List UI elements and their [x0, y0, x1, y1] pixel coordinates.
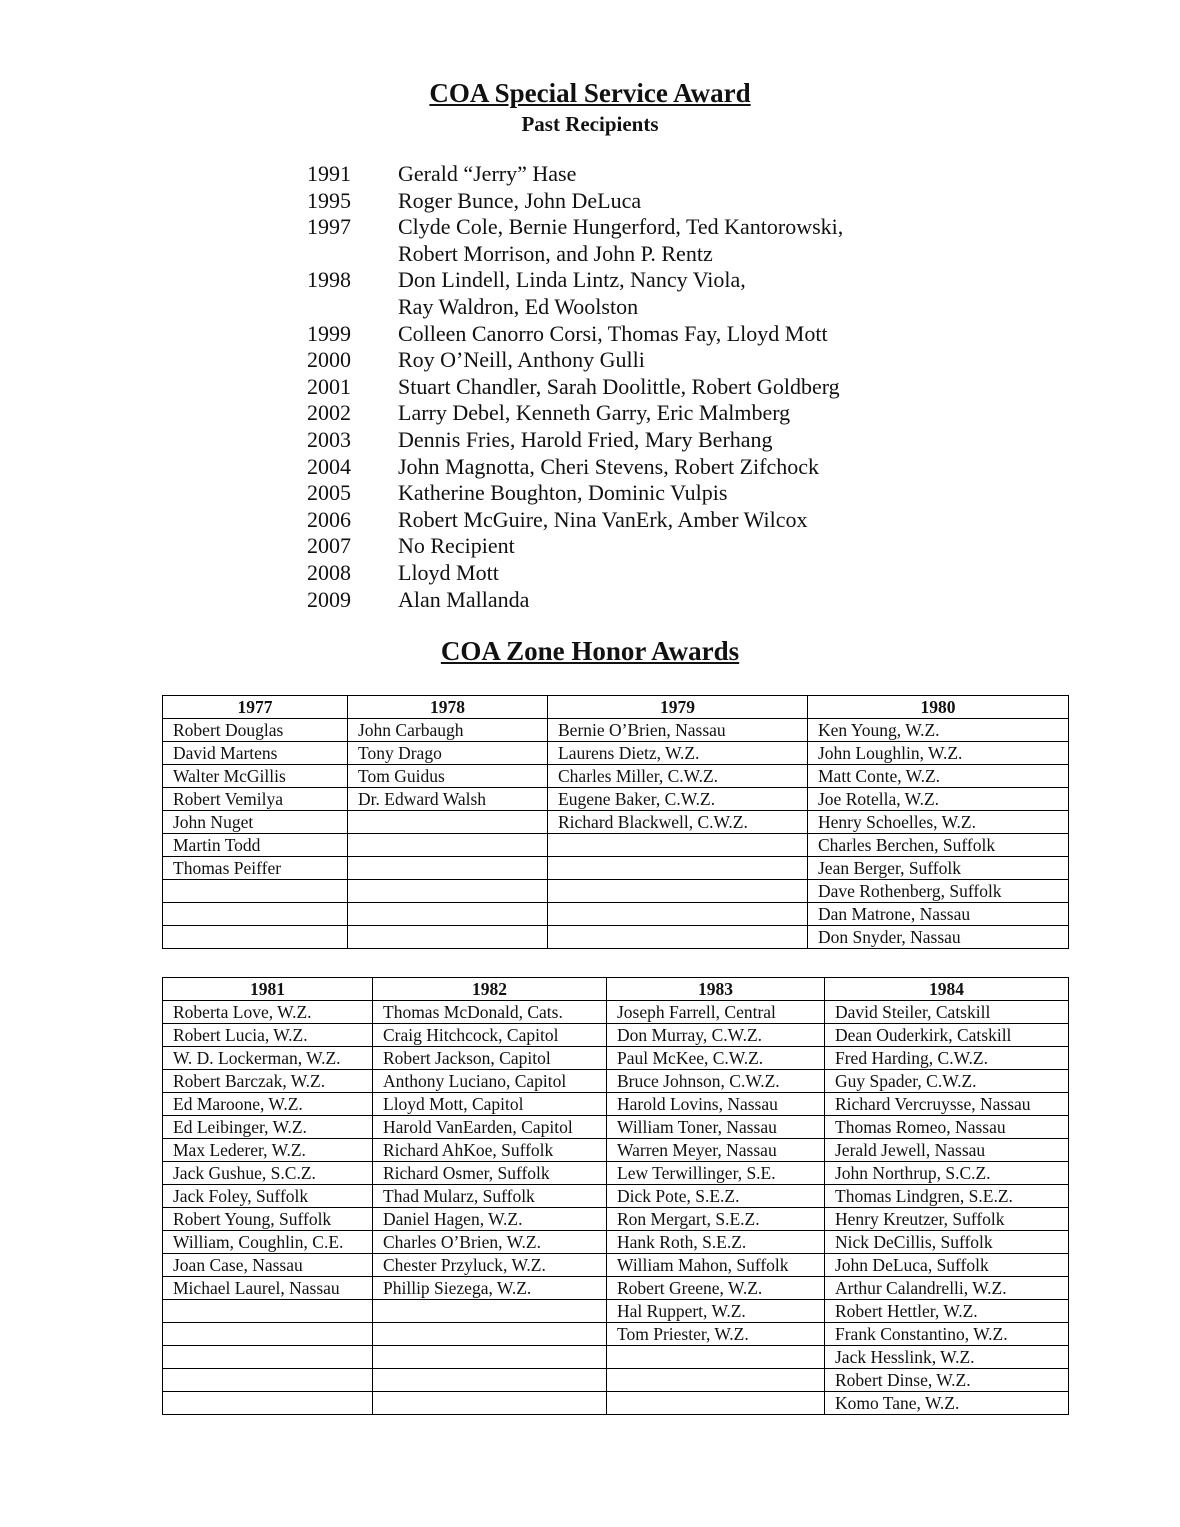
table-row — [163, 1185, 1069, 1208]
table-cell: Jerald Jewell, Nassau — [825, 1139, 1069, 1162]
table-cell: John Carbaugh — [348, 719, 548, 742]
table-cell — [607, 1346, 825, 1369]
table-cell: Dave Rothenberg, Suffolk — [808, 880, 1069, 903]
table-cell: Robert Barczak, W.Z. — [163, 1070, 373, 1093]
table-cell: Don Snyder, Nassau — [808, 926, 1069, 949]
table-cell: Lloyd Mott, Capitol — [373, 1093, 607, 1116]
table-cell — [348, 857, 548, 880]
recipient-year: 1998 — [307, 267, 351, 293]
table-row — [163, 1323, 1069, 1346]
table-header-row — [163, 696, 1069, 719]
table-cell: Robert Dinse, W.Z. — [825, 1369, 1069, 1392]
table-cell — [373, 1346, 607, 1369]
year-header: 1983 — [607, 978, 825, 1001]
table-row — [163, 1254, 1069, 1277]
table-row — [163, 1093, 1069, 1116]
recipient-year: 2009 — [307, 586, 351, 612]
recipient-names: Robert McGuire, Nina VanErk, Amber Wilcox — [398, 506, 808, 532]
table-row — [163, 1369, 1069, 1392]
recipient-year: 2005 — [307, 480, 351, 506]
table-cell: Thomas Romeo, Nassau — [825, 1116, 1069, 1139]
recipient-names: Dennis Fries, Harold Fried, Mary Berhang — [398, 426, 773, 452]
table-row — [163, 1116, 1069, 1139]
table-cell: Warren Meyer, Nassau — [607, 1139, 825, 1162]
table-cell: Tom Priester, W.Z. — [607, 1323, 825, 1346]
table-cell: Ron Mergart, S.E.Z. — [607, 1208, 825, 1231]
recipient-row — [307, 214, 843, 267]
table-row — [163, 788, 1069, 811]
table-cell — [163, 1346, 373, 1369]
table-cell: Joan Case, Nassau — [163, 1254, 373, 1277]
year-header: 1984 — [825, 978, 1069, 1001]
table-row — [163, 1024, 1069, 1047]
special-service-title: COA Special Service Award — [429, 78, 751, 108]
table-cell: Bruce Johnson, C.W.Z. — [607, 1070, 825, 1093]
table-row — [163, 857, 1069, 880]
recipient-row — [307, 347, 843, 374]
table-cell: David Martens — [163, 742, 348, 765]
table-cell — [348, 903, 548, 926]
table-cell — [548, 857, 808, 880]
recipient-row — [307, 400, 843, 427]
table-cell: Robert Douglas — [163, 719, 348, 742]
table-row — [163, 719, 1069, 742]
table-cell: Dr. Edward Walsh — [348, 788, 548, 811]
table-cell: Fred Harding, C.W.Z. — [825, 1047, 1069, 1070]
recipient-names: Ray Waldron, Ed Woolston — [398, 293, 639, 319]
table-cell: Harold VanEarden, Capitol — [373, 1116, 607, 1139]
table-row — [163, 1139, 1069, 1162]
table-cell: Dan Matrone, Nassau — [808, 903, 1069, 926]
recipient-names: Larry Debel, Kenneth Garry, Eric Malmberg — [398, 400, 791, 426]
recipient-names: Roger Bunce, John DeLuca — [398, 187, 642, 213]
table-cell — [348, 880, 548, 903]
table-cell: Jean Berger, Suffolk — [808, 857, 1069, 880]
table-cell: Robert Young, Suffolk — [163, 1208, 373, 1231]
year-header: 1980 — [808, 696, 1069, 719]
table-cell: Robert Hettler, W.Z. — [825, 1300, 1069, 1323]
table-row — [163, 1208, 1069, 1231]
table-row — [163, 1070, 1069, 1093]
recipients-list — [307, 161, 843, 613]
recipient-row — [307, 321, 843, 348]
table-cell: Robert Lucia, W.Z. — [163, 1024, 373, 1047]
recipient-year: 2006 — [307, 506, 351, 532]
table-cell: William Mahon, Suffolk — [607, 1254, 825, 1277]
table-cell: Paul McKee, C.W.Z. — [607, 1047, 825, 1070]
table-cell: Lew Terwillinger, S.E. — [607, 1162, 825, 1185]
table-row — [163, 1162, 1069, 1185]
table-cell: Thad Mularz, Suffolk — [373, 1185, 607, 1208]
recipient-row — [307, 374, 843, 401]
table-cell: Anthony Luciano, Capitol — [373, 1070, 607, 1093]
table-cell — [348, 811, 548, 834]
table-cell — [548, 834, 808, 857]
table-cell: Arthur Calandrelli, W.Z. — [825, 1277, 1069, 1300]
recipient-year: 1995 — [307, 187, 351, 213]
recipient-year: 2008 — [307, 559, 351, 585]
recipient-year: 2007 — [307, 533, 351, 559]
table-cell: Craig Hitchcock, Capitol — [373, 1024, 607, 1047]
table-cell: John Loughlin, W.Z. — [808, 742, 1069, 765]
year-header: 1977 — [163, 696, 348, 719]
table-cell: Bernie O’Brien, Nassau — [548, 719, 808, 742]
recipient-names: No Recipient — [398, 533, 515, 559]
recipient-names: Colleen Canorro Corsi, Thomas Fay, Lloyd Mott — [398, 320, 828, 346]
table-cell — [548, 880, 808, 903]
table-cell: Ed Maroone, W.Z. — [163, 1093, 373, 1116]
table-cell: Robert Vemilya — [163, 788, 348, 811]
table-cell: Charles Berchen, Suffolk — [808, 834, 1069, 857]
table-cell: Komo Tane, W.Z. — [825, 1392, 1069, 1415]
table-cell — [548, 926, 808, 949]
recipient-row — [307, 267, 843, 320]
table-cell: Frank Constantino, W.Z. — [825, 1323, 1069, 1346]
recipient-year: 2002 — [307, 400, 351, 426]
table-row — [163, 1346, 1069, 1369]
table-cell — [607, 1392, 825, 1415]
table-row — [163, 834, 1069, 857]
table-cell: Max Lederer, W.Z. — [163, 1139, 373, 1162]
table-cell: Dick Pote, S.E.Z. — [607, 1185, 825, 1208]
table-cell: Martin Todd — [163, 834, 348, 857]
table-cell: Richard Osmer, Suffolk — [373, 1162, 607, 1185]
table-cell — [163, 1300, 373, 1323]
table-cell: Hank Roth, S.E.Z. — [607, 1231, 825, 1254]
table-cell: Eugene Baker, C.W.Z. — [548, 788, 808, 811]
table-cell — [373, 1323, 607, 1346]
table-cell: Jack Gushue, S.C.Z. — [163, 1162, 373, 1185]
table-cell: Richard AhKoe, Suffolk — [373, 1139, 607, 1162]
table-cell — [548, 903, 808, 926]
recipient-row — [307, 427, 843, 454]
table-cell: John DeLuca, Suffolk — [825, 1254, 1069, 1277]
table-cell: Robert Jackson, Capitol — [373, 1047, 607, 1070]
recipient-year: 1991 — [307, 161, 351, 186]
table-cell: Henry Kreutzer, Suffolk — [825, 1208, 1069, 1231]
recipient-names: Katherine Boughton, Dominic Vulpis — [398, 480, 728, 506]
table-cell: Walter McGillis — [163, 765, 348, 788]
table-cell — [163, 926, 348, 949]
table-row — [163, 1047, 1069, 1070]
table-cell: Jack Foley, Suffolk — [163, 1185, 373, 1208]
table-cell: Charles Miller, C.W.Z. — [548, 765, 808, 788]
table-cell: Hal Ruppert, W.Z. — [607, 1300, 825, 1323]
table-cell: Joe Rotella, W.Z. — [808, 788, 1069, 811]
table-cell: Thomas McDonald, Cats. — [373, 1001, 607, 1024]
table-cell: John Nuget — [163, 811, 348, 834]
recipient-row — [307, 507, 843, 534]
table-header-row — [163, 978, 1069, 1001]
table-row — [163, 1277, 1069, 1300]
table-cell: Ed Leibinger, W.Z. — [163, 1116, 373, 1139]
recipient-row — [307, 161, 843, 188]
table-cell: W. D. Lockerman, W.Z. — [163, 1047, 373, 1070]
recipient-names: John Magnotta, Cheri Stevens, Robert Zifchock — [398, 453, 819, 479]
recipient-year: 2004 — [307, 453, 351, 479]
recipient-names: Lloyd Mott — [398, 559, 499, 585]
table-cell: Charles O’Brien, W.Z. — [373, 1231, 607, 1254]
table-cell: Phillip Siezega, W.Z. — [373, 1277, 607, 1300]
table-cell: Joseph Farrell, Central — [607, 1001, 825, 1024]
table-row — [163, 1392, 1069, 1415]
recipient-year: 2000 — [307, 347, 351, 373]
table-cell: Tony Drago — [348, 742, 548, 765]
recipient-year: 1997 — [307, 214, 351, 240]
table-row — [163, 1001, 1069, 1024]
table-cell — [163, 1369, 373, 1392]
table-cell: David Steiler, Catskill — [825, 1001, 1069, 1024]
recipient-row — [307, 560, 843, 587]
recipient-row — [307, 454, 843, 481]
table-cell: Thomas Peiffer — [163, 857, 348, 880]
table-row — [163, 765, 1069, 788]
table-cell: Matt Conte, W.Z. — [808, 765, 1069, 788]
zone-honor-title: COA Zone Honor Awards — [440, 636, 740, 666]
year-header: 1981 — [163, 978, 373, 1001]
table-cell: Robert Greene, W.Z. — [607, 1277, 825, 1300]
recipient-row — [307, 587, 843, 614]
table-cell: Henry Schoelles, W.Z. — [808, 811, 1069, 834]
recipient-row — [307, 480, 843, 507]
recipient-names: Robert Morrison, and John P. Rentz — [398, 240, 713, 266]
honor-table-1977-1980 — [162, 695, 1069, 949]
table-cell: Richard Blackwell, C.W.Z. — [548, 811, 808, 834]
table-cell: Chester Przyluck, W.Z. — [373, 1254, 607, 1277]
table-cell — [607, 1369, 825, 1392]
recipient-names: Don Lindell, Linda Lintz, Nancy Viola, — [398, 267, 746, 293]
table-cell: Daniel Hagen, W.Z. — [373, 1208, 607, 1231]
table-row — [163, 880, 1069, 903]
table-cell: Dean Ouderkirk, Catskill — [825, 1024, 1069, 1047]
table-row — [163, 811, 1069, 834]
table-row — [163, 926, 1069, 949]
table-cell: Richard Vercruysse, Nassau — [825, 1093, 1069, 1116]
recipient-year: 2001 — [307, 373, 351, 399]
year-header: 1982 — [373, 978, 607, 1001]
table-cell — [348, 926, 548, 949]
table-cell: Nick DeCillis, Suffolk — [825, 1231, 1069, 1254]
table-cell — [373, 1300, 607, 1323]
table-row — [163, 742, 1069, 765]
table-cell: Michael Laurel, Nassau — [163, 1277, 373, 1300]
table-cell: Roberta Love, W.Z. — [163, 1001, 373, 1024]
table-cell: Jack Hesslink, W.Z. — [825, 1346, 1069, 1369]
recipient-names: Gerald “Jerry” Hase — [398, 161, 577, 186]
recipient-names: Stuart Chandler, Sarah Doolittle, Robert Goldberg — [398, 373, 840, 399]
table-cell: John Northrup, S.C.Z. — [825, 1162, 1069, 1185]
table-cell: Thomas Lindgren, S.E.Z. — [825, 1185, 1069, 1208]
recipient-row — [307, 188, 843, 215]
table-cell — [373, 1392, 607, 1415]
table-cell: Don Murray, C.W.Z. — [607, 1024, 825, 1047]
recipient-row — [307, 533, 843, 560]
table-cell: Laurens Dietz, W.Z. — [548, 742, 808, 765]
recipient-names: Clyde Cole, Bernie Hungerford, Ted Kantorowski, — [398, 214, 844, 240]
table-cell — [163, 1323, 373, 1346]
table-cell — [373, 1369, 607, 1392]
table-cell: William, Coughlin, C.E. — [163, 1231, 373, 1254]
year-header: 1978 — [348, 696, 548, 719]
recipient-year: 1999 — [307, 320, 351, 346]
recipient-names: Alan Mallanda — [398, 586, 530, 612]
table-cell: Ken Young, W.Z. — [808, 719, 1069, 742]
table-cell — [348, 834, 548, 857]
table-cell: William Toner, Nassau — [607, 1116, 825, 1139]
table-cell: Tom Guidus — [348, 765, 548, 788]
table-cell — [163, 903, 348, 926]
table-row — [163, 903, 1069, 926]
year-header: 1979 — [548, 696, 808, 719]
table-row — [163, 1300, 1069, 1323]
table-cell: Harold Lovins, Nassau — [607, 1093, 825, 1116]
recipient-names: Roy O’Neill, Anthony Gulli — [398, 347, 645, 373]
special-service-subtitle: Past Recipients — [521, 112, 659, 136]
table-cell — [163, 1392, 373, 1415]
recipient-year: 2003 — [307, 426, 351, 452]
table-cell — [163, 880, 348, 903]
table-cell: Guy Spader, C.W.Z. — [825, 1070, 1069, 1093]
honor-table-1981-1984 — [162, 977, 1069, 1415]
table-row — [163, 1231, 1069, 1254]
